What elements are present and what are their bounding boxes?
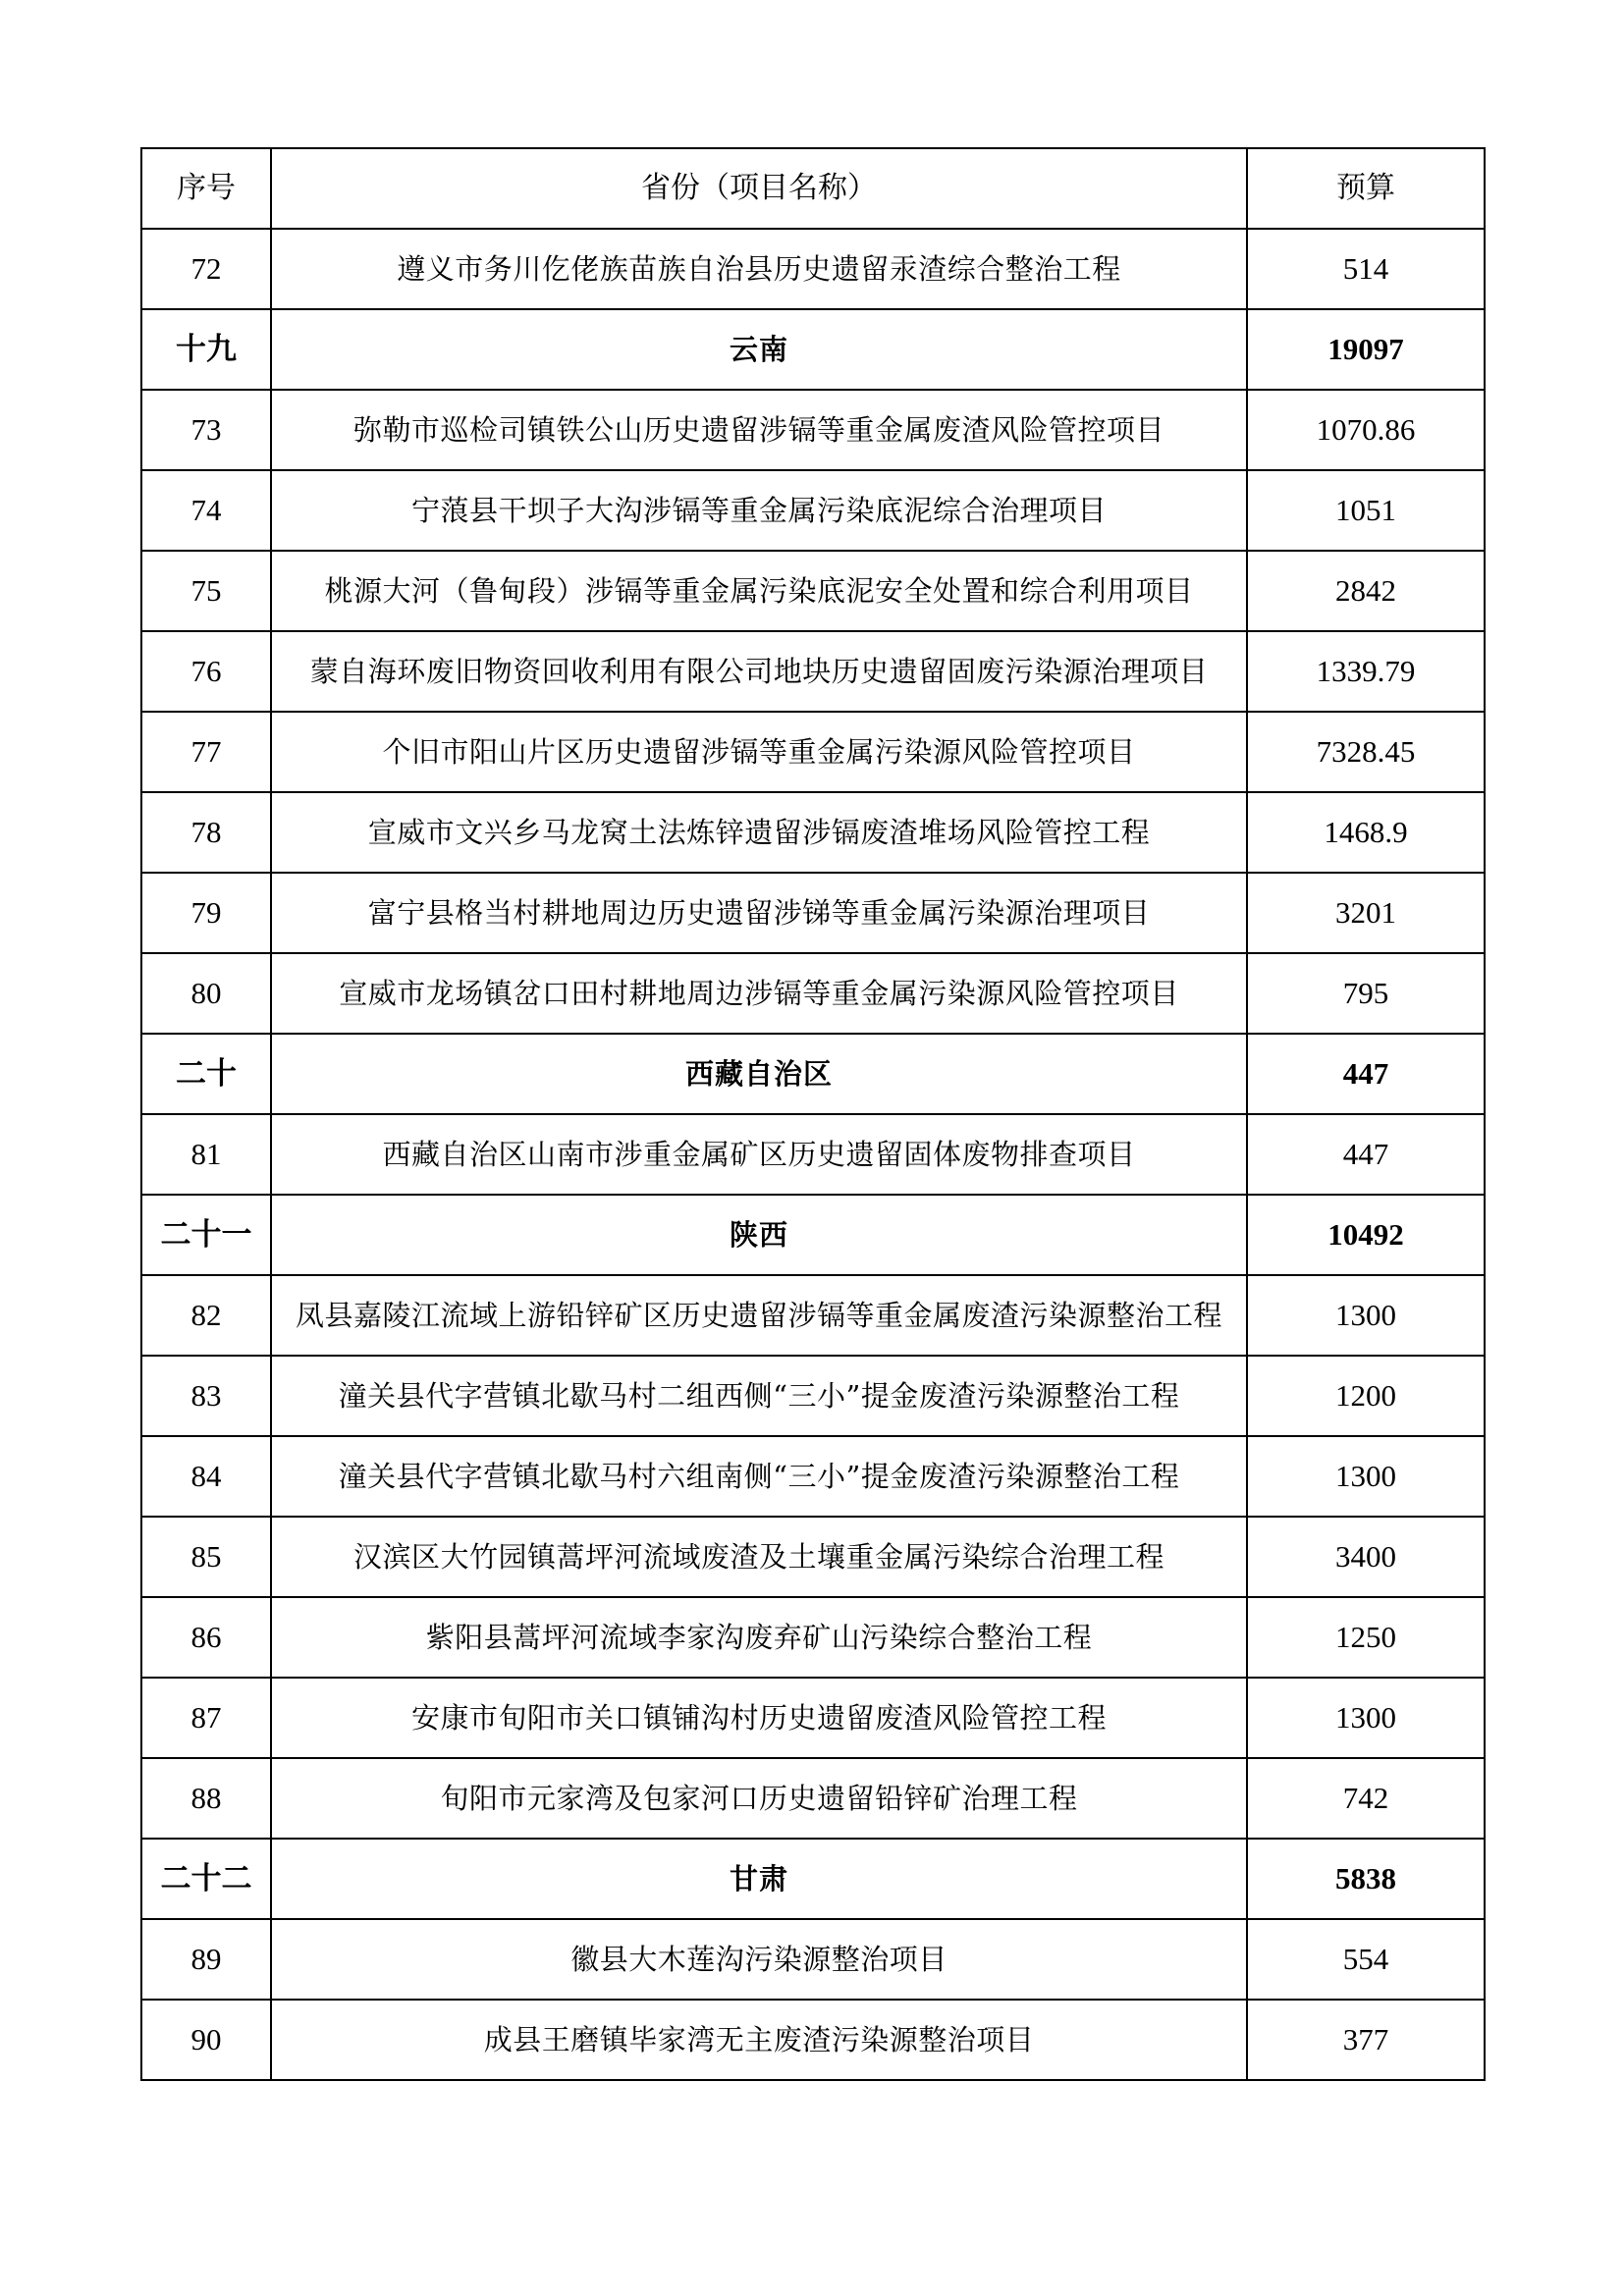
table-row [141, 2000, 1485, 2080]
project-budget: 377 [1247, 2000, 1485, 2080]
row-seq: 二十二 [141, 1839, 271, 1919]
project-budget: 1200 [1247, 1356, 1485, 1436]
project-budget: 1468.9 [1247, 792, 1485, 873]
project-budget: 1300 [1247, 1275, 1485, 1356]
row-seq: 76 [141, 631, 271, 712]
project-name: 徽县大木莲沟污染源整治项目 [271, 1919, 1247, 2000]
province-name: 陕西 [271, 1195, 1247, 1275]
row-seq: 79 [141, 873, 271, 953]
table-row [141, 873, 1485, 953]
row-seq: 82 [141, 1275, 271, 1356]
project-name: 汉滨区大竹园镇蒿坪河流域废渣及土壤重金属污染综合治理工程 [271, 1517, 1247, 1597]
project-name: 富宁县格当村耕地周边历史遗留涉锑等重金属污染源治理项目 [271, 873, 1247, 953]
project-budget: 554 [1247, 1919, 1485, 2000]
table-row [141, 390, 1485, 470]
row-seq: 89 [141, 1919, 271, 2000]
project-name: 蒙自海环废旧物资回收利用有限公司地块历史遗留固废污染源治理项目 [271, 631, 1247, 712]
province-name: 西藏自治区 [271, 1034, 1247, 1114]
row-seq: 81 [141, 1114, 271, 1195]
province-budget: 5838 [1247, 1839, 1485, 1919]
table-row [141, 1919, 1485, 2000]
project-budget: 3400 [1247, 1517, 1485, 1597]
project-budget: 1250 [1247, 1597, 1485, 1678]
row-seq: 二十一 [141, 1195, 271, 1275]
project-name: 旬阳市元家湾及包家河口历史遗留铅锌矿治理工程 [271, 1758, 1247, 1839]
table-row [141, 792, 1485, 873]
project-budget: 7328.45 [1247, 712, 1485, 792]
project-name: 安康市旬阳市关口镇铺沟村历史遗留废渣风险管控工程 [271, 1678, 1247, 1758]
project-name: 宁蒗县干坝子大沟涉镉等重金属污染底泥综合治理项目 [271, 470, 1247, 551]
row-seq: 83 [141, 1356, 271, 1436]
table-row [141, 470, 1485, 551]
table-row [141, 1678, 1485, 1758]
header-budget: 预算 [1247, 148, 1485, 229]
province-name: 云南 [271, 309, 1247, 390]
table-row [141, 1758, 1485, 1839]
province-row [141, 1034, 1485, 1114]
project-name: 紫阳县蒿坪河流域李家沟废弃矿山污染综合整治工程 [271, 1597, 1247, 1678]
row-seq: 90 [141, 2000, 271, 2080]
project-name: 桃源大河（鲁甸段）涉镉等重金属污染底泥安全处置和综合利用项目 [271, 551, 1247, 631]
table-body [141, 229, 1485, 2080]
table-row [141, 229, 1485, 309]
project-budget: 742 [1247, 1758, 1485, 1839]
table-row [141, 551, 1485, 631]
project-budget: 1051 [1247, 470, 1485, 551]
table-row [141, 953, 1485, 1034]
row-seq: 84 [141, 1436, 271, 1517]
row-seq: 86 [141, 1597, 271, 1678]
project-name: 遵义市务川仡佬族苗族自治县历史遗留汞渣综合整治工程 [271, 229, 1247, 309]
project-budget: 1300 [1247, 1678, 1485, 1758]
project-name: 宣威市文兴乡马龙窝土法炼锌遗留涉镉废渣堆场风险管控工程 [271, 792, 1247, 873]
row-seq: 74 [141, 470, 271, 551]
row-seq: 78 [141, 792, 271, 873]
row-seq: 72 [141, 229, 271, 309]
province-row [141, 1195, 1485, 1275]
project-name: 个旧市阳山片区历史遗留涉镉等重金属污染源风险管控项目 [271, 712, 1247, 792]
header-seq: 序号 [141, 148, 271, 229]
row-seq: 88 [141, 1758, 271, 1839]
header-name: 省份（项目名称） [271, 148, 1247, 229]
row-seq: 73 [141, 390, 271, 470]
project-budget: 514 [1247, 229, 1485, 309]
budget-table [140, 147, 1486, 2081]
table-row [141, 1436, 1485, 1517]
row-seq: 77 [141, 712, 271, 792]
project-name: 成县王磨镇毕家湾无主废渣污染源整治项目 [271, 2000, 1247, 2080]
table-row [141, 1275, 1485, 1356]
row-seq: 十九 [141, 309, 271, 390]
table-header-row [141, 148, 1485, 229]
project-budget: 1300 [1247, 1436, 1485, 1517]
project-budget: 1339.79 [1247, 631, 1485, 712]
table-row [141, 1114, 1485, 1195]
row-seq: 87 [141, 1678, 271, 1758]
project-budget: 1070.86 [1247, 390, 1485, 470]
row-seq: 85 [141, 1517, 271, 1597]
project-budget: 447 [1247, 1114, 1485, 1195]
project-name: 西藏自治区山南市涉重金属矿区历史遗留固体废物排查项目 [271, 1114, 1247, 1195]
project-name: 宣威市龙场镇岔口田村耕地周边涉镉等重金属污染源风险管控项目 [271, 953, 1247, 1034]
province-row [141, 1839, 1485, 1919]
province-row [141, 309, 1485, 390]
project-name: 弥勒市巡检司镇铁公山历史遗留涉镉等重金属废渣风险管控项目 [271, 390, 1247, 470]
project-budget: 3201 [1247, 873, 1485, 953]
province-name: 甘肃 [271, 1839, 1247, 1919]
row-seq: 二十 [141, 1034, 271, 1114]
project-name: 潼关县代字营镇北歇马村六组南侧“三小”提金废渣污染源整治工程 [271, 1436, 1247, 1517]
province-budget: 10492 [1247, 1195, 1485, 1275]
project-budget: 2842 [1247, 551, 1485, 631]
table-row [141, 712, 1485, 792]
project-name: 潼关县代字营镇北歇马村二组西侧“三小”提金废渣污染源整治工程 [271, 1356, 1247, 1436]
project-name: 凤县嘉陵江流域上游铅锌矿区历史遗留涉镉等重金属废渣污染源整治工程 [271, 1275, 1247, 1356]
table-row [141, 1356, 1485, 1436]
province-budget: 447 [1247, 1034, 1485, 1114]
table-row [141, 1517, 1485, 1597]
table-row [141, 1597, 1485, 1678]
table-row [141, 631, 1485, 712]
province-budget: 19097 [1247, 309, 1485, 390]
row-seq: 80 [141, 953, 271, 1034]
row-seq: 75 [141, 551, 271, 631]
project-budget: 795 [1247, 953, 1485, 1034]
